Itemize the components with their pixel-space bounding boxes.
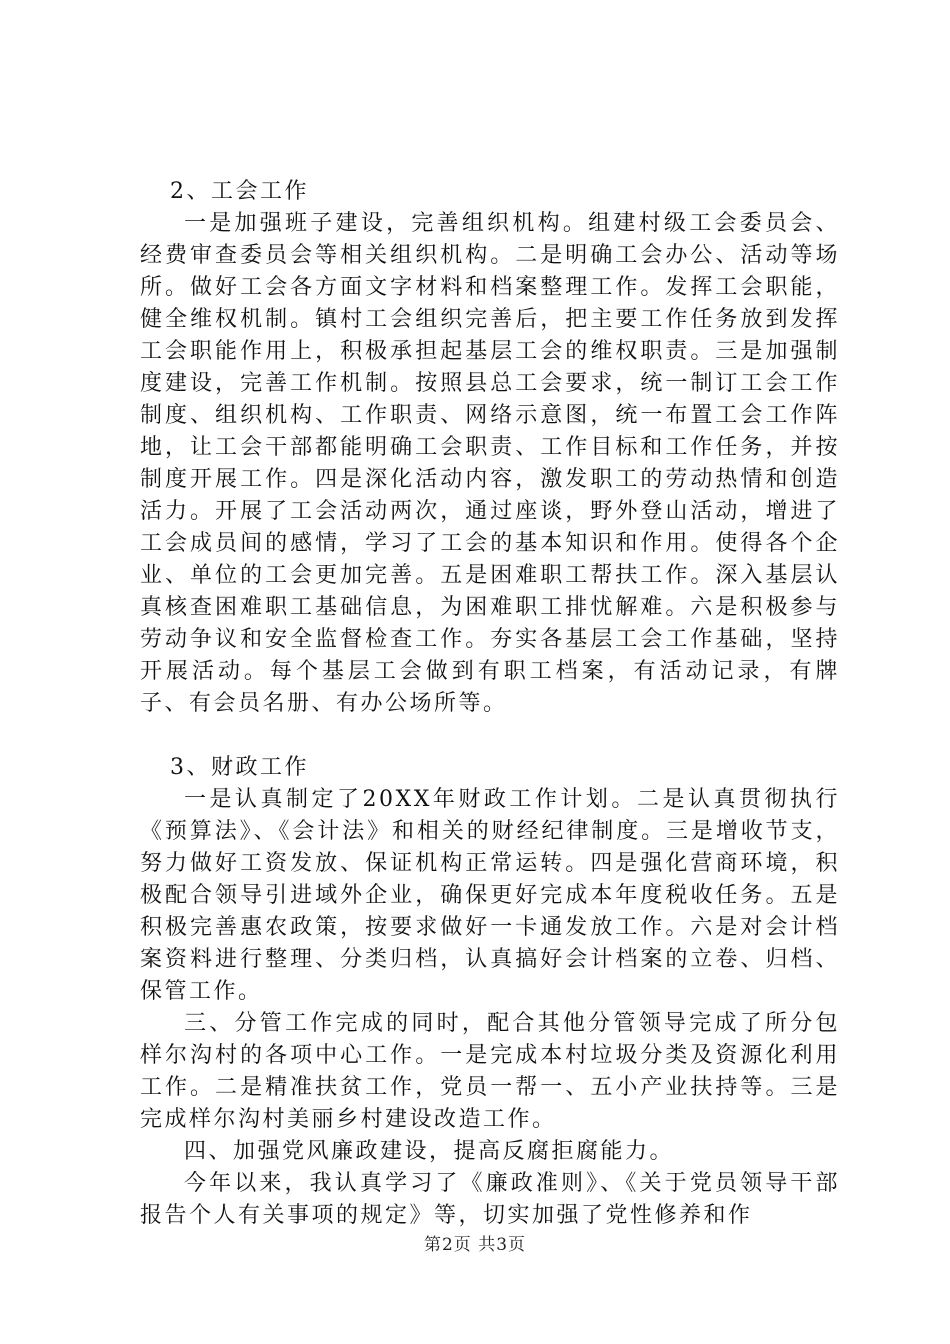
section-heading-union-work: 2、工会工作 (170, 179, 309, 204)
paragraph-central-work: 三、分管工作完成的同时，配合其他分管领导完成了所分包样尔沟村的各项中心工作。一是完成本村垃圾分类及资源化利用工作。二是精准扶贫工作，党员一帮一、五小产业扶持等。三是完成样尔沟村美丽乡村建设改造工作。 (140, 1011, 840, 1132)
section-heading-finance-work: 3、财政工作 (170, 755, 309, 780)
paragraph-finance-work: 一是认真制定了20XX年财政工作计划。二是认真贯彻执行《预算法》、《会计法》和相关的财经纪律制度。三是增收节支，努力做好工资发放、保证机构正常运转。四是强化营商环境，积极配合领导引进域外企业，确保更好完成本年度税收任务。五是积极完善惠农政策，按要求做好一卡通发放工作。六是对会计档案资料进行整理、分类归档，认真搞好会计档案的立卷、归档、保管工作。 (140, 787, 840, 1004)
paragraph-integrity: 今年以来，我认真学习了《廉政准则》、《关于党员领导干部报告个人有关事项的规定》等，切实加强了党性修养和作 (140, 1171, 840, 1228)
page-number-footer: 第2页 共3页 (423, 1235, 527, 1255)
paragraph-spacer (140, 720, 840, 752)
document-body (140, 176, 840, 1232)
paragraph-union-work: 一是加强班子建设，完善组织机构。组建村级工会委员会、经费审查委员会等相关组织机构。二是明确工会办公、活动等场所。做好工会各方面文字材料和档案整理工作。发挥工会职能，健全维权机制。镇村工会组织完善后，把主要工作任务放到发挥工会职能作用上，积极承担起基层工会的维权职责。三是加强制度建设，完善工作机制。按照县总工会要求，统一制订工会工作制度、组织机构、工作职责、网络示意图，统一布置工会工作阵地，让工会干部都能明确工会职责、工作目标和工作任务，并按制度开展工作。四是深化活动内容，激发职工的劳动热情和创造活力。开展了工会活动两次，通过座谈，野外登山活动，增进了工会成员间的感情，学习了工会的基本知识和作用。使得各个企业、单位的工会更加完善。五是困难职工帮扶工作。深入基层认真核查困难职工基础信息，为困难职工排忧解难。六是积极参与劳动争议和安全监督检查工作。夯实各基层工会工作基础，坚持开展活动。每个基层工会做到有职工档案，有活动记录，有牌子、有会员名册、有办公场所等。 (140, 211, 840, 716)
section-heading-integrity: 四、加强党风廉政建设，提高反腐拒腐能力。 (184, 1139, 675, 1164)
